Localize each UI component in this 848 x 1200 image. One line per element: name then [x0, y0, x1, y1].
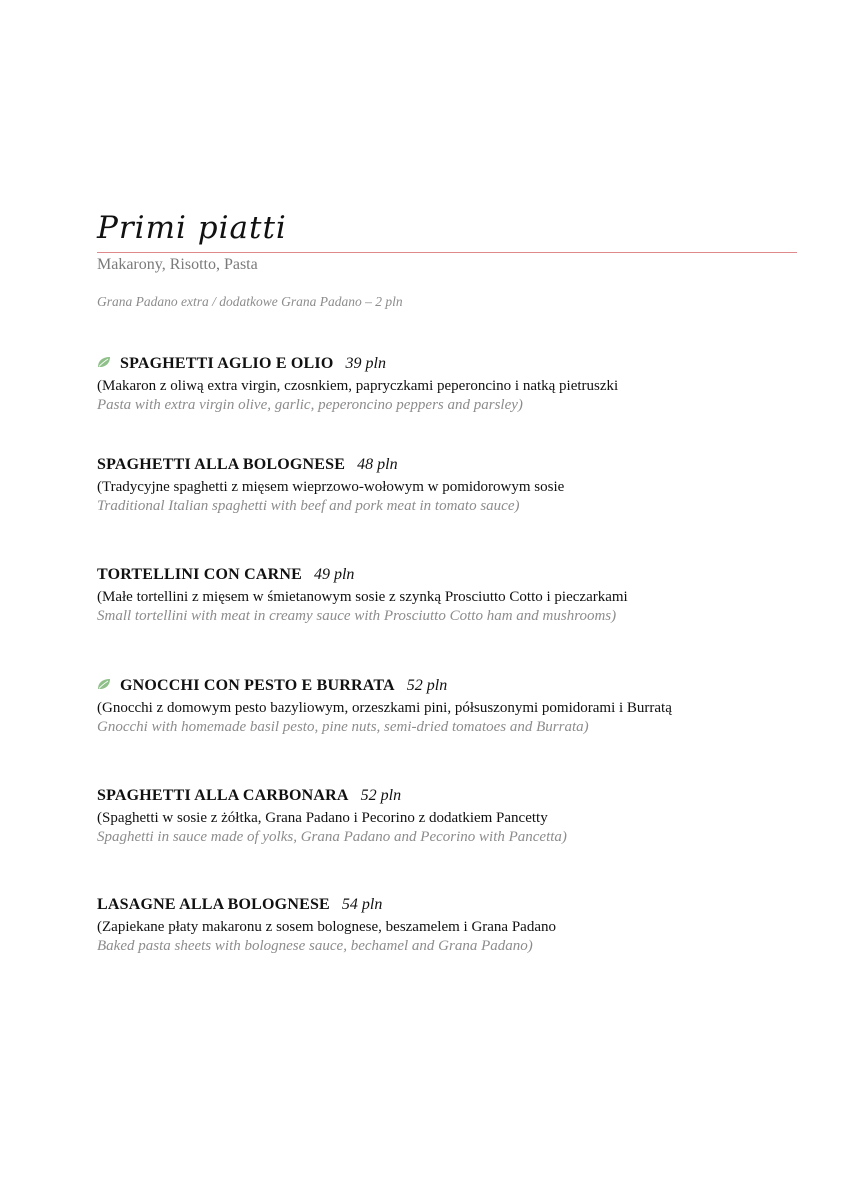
dish-description-en: Gnocchi with homemade basil pesto, pine nuts, semi-dried tomatoes and Burrata)	[97, 719, 589, 735]
dish-name: TORTELLINI CON CARNE	[97, 566, 302, 583]
menu-item-header	[97, 454, 817, 476]
dish-name: SPAGHETTI ALLA BOLOGNESE	[97, 456, 346, 473]
dish-name: SPAGHETTI ALLA CARBONARA	[97, 787, 349, 804]
dish-price: 52 pln	[406, 677, 448, 694]
dish-description-en: Traditional Italian spaghetti with beef and pork meat in tomato sauce)	[97, 498, 520, 514]
menu-item	[97, 353, 817, 415]
menu-item	[97, 454, 817, 516]
dish-description-pl: (Małe tortellini z mięsem w śmietanowym sosie z szynką Prosciutto Cotto i pieczarkami	[97, 589, 628, 605]
menu-item	[97, 564, 817, 626]
menu-item-header	[97, 894, 817, 916]
leaf-icon	[97, 356, 111, 368]
menu-item-header	[97, 675, 817, 697]
dish-price: 39 pln	[345, 355, 386, 372]
section-title: Primi piatti	[97, 210, 287, 246]
menu-item	[97, 785, 817, 847]
menu-item-header	[97, 785, 817, 807]
dish-price: 52 pln	[360, 787, 402, 804]
dish-price: 54 pln	[341, 896, 383, 913]
dish-description-en: Small tortellini with meat in creamy sauce with Prosciutto Cotto ham and mushrooms)	[97, 608, 617, 624]
dish-description-en: Baked pasta sheets with bolognese sauce, bechamel and Grana Padano)	[97, 938, 533, 954]
dish-name: LASAGNE ALLA BOLOGNESE	[97, 896, 330, 913]
dish-description-pl: (Makaron z oliwą extra virgin, czosnkiem, papryczkami peperoncino i natką pietruszki	[97, 378, 619, 394]
menu-item-header	[97, 353, 817, 375]
dish-name: SPAGHETTI AGLIO E OLIO	[120, 355, 334, 372]
dish-description-pl: (Zapiekane płaty makaronu z sosem bolognese, beszamelem i Grana Padano	[97, 919, 557, 935]
menu-item	[97, 894, 817, 956]
leaf-icon	[97, 678, 111, 690]
menu-item-header	[97, 564, 817, 586]
dish-description-pl: (Tradycyjne spaghetti z mięsem wieprzowo-wołowym w pomidorowym sosie	[97, 479, 565, 495]
dish-price: 48 pln	[357, 456, 398, 473]
dish-description-pl: (Spaghetti w sosie z żółtka, Grana Padano i Pecorino z dodatkiem Pancetty	[97, 810, 548, 826]
dish-description-pl: (Gnocchi z domowym pesto bazyliowym, orzeszkami pini, półsuszonymi pomidorami i Burratą	[97, 700, 672, 716]
section-subtitle: Makarony, Risotto, Pasta	[97, 256, 258, 273]
dish-price: 49 pln	[313, 566, 355, 583]
menu-item	[97, 675, 817, 737]
extra-cheese-note: Grana Padano extra / dodatkowe Grana Padano – 2 pln	[97, 294, 403, 309]
dish-description-en: Pasta with extra virgin olive, garlic, peperoncino peppers and parsley)	[97, 397, 523, 413]
dish-name: GNOCCHI CON PESTO E BURRATA	[120, 677, 395, 694]
title-divider	[97, 252, 797, 253]
dish-description-en: Spaghetti in sauce made of yolks, Grana Padano and Pecorino with Pancetta)	[97, 829, 567, 845]
